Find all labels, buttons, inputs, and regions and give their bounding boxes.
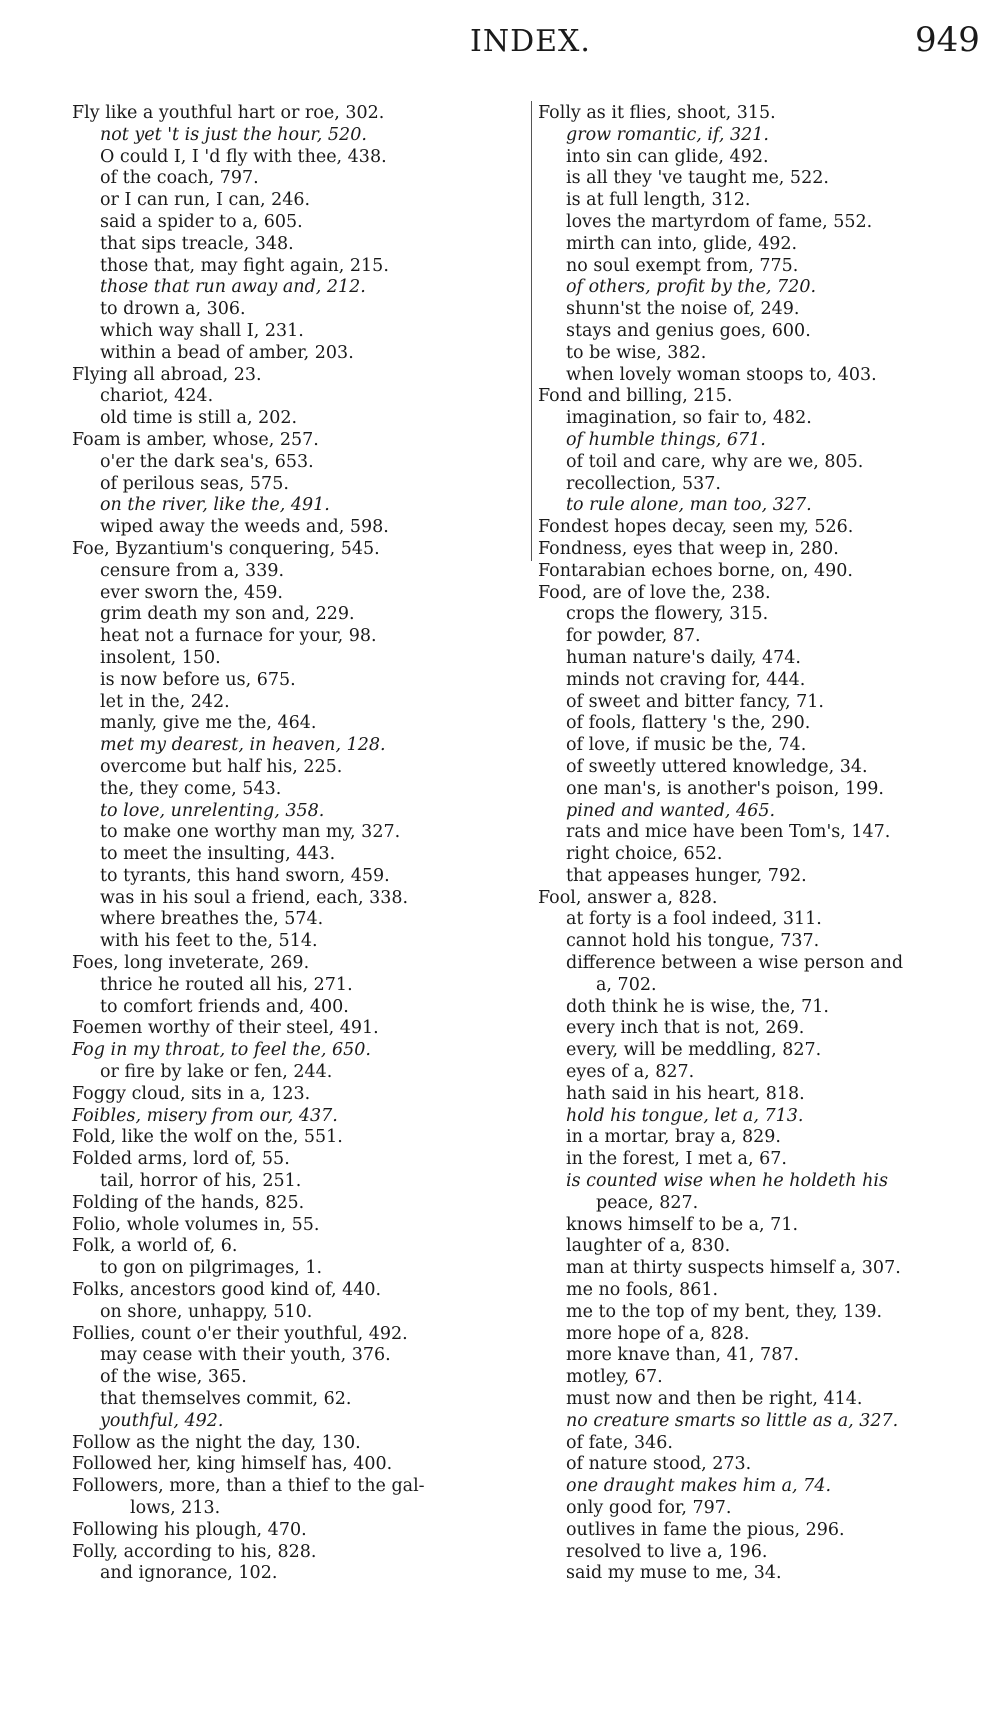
index-subentry: to be wise, 382. [566, 342, 707, 363]
index-subentry: of fools, flattery 's the, 290. [566, 713, 811, 734]
index-subentry: and ignorance, 102. [100, 1563, 278, 1584]
index-subentry: laughter of a, 830. [566, 1236, 731, 1257]
index-subentry: those that run away and, 212. [100, 277, 366, 298]
index-subentry: is counted wise when he holdeth his [566, 1171, 888, 1192]
index-subentry: to love, unrelenting, 358. [100, 800, 325, 821]
index-subentry: of nature stood, 273. [566, 1454, 752, 1475]
index-heading-entry: Folio, whole volumes in, 55. [72, 1214, 320, 1235]
index-subentry: lows, 213. [130, 1498, 221, 1518]
index-subentry: that sips treacle, 348. [100, 233, 294, 254]
index-subentry: of the wise, 365. [100, 1367, 247, 1388]
index-subentry: chariot, 424. [100, 386, 214, 407]
index-subentry: of sweet and bitter fancy, 71. [566, 691, 824, 712]
index-subentry: knows himself to be a, 71. [566, 1214, 799, 1235]
index-subentry: eyes of a, 827. [566, 1062, 695, 1083]
index-subentry: grow romantic, if, 321. [566, 124, 769, 145]
index-subentry: insolent, 150. [100, 647, 221, 668]
index-subentry: of the coach, 797. [100, 168, 259, 189]
index-subentry: heat not a furnace for your, 98. [100, 626, 377, 647]
index-subentry: said a spider to a, 605. [100, 211, 303, 232]
page-title: INDEX. [470, 24, 591, 59]
index-subentry: for powder, 87. [566, 626, 701, 647]
index-heading-entry: Foggy cloud, sits in a, 123. [72, 1083, 311, 1104]
index-subentry: resolved to live a, 196. [566, 1541, 768, 1562]
index-heading-entry: Folded arms, lord of, 55. [72, 1149, 290, 1170]
index-subentry: ever sworn the, 459. [100, 582, 283, 603]
index-heading-entry: Followed her, king himself has, 400. [72, 1454, 393, 1475]
index-subentry: met my dearest, in heaven, 128. [100, 735, 386, 756]
index-column-right [538, 103, 988, 1585]
index-subentry: more knave than, 41, 787. [566, 1345, 800, 1366]
index-subentry: minds not craving for, 444. [566, 669, 806, 690]
index-heading-entry: Foemen worthy of their steel, 491. [72, 1018, 379, 1039]
index-subentry: me to the top of my bent, they, 139. [566, 1301, 883, 1322]
index-subentry: to rule alone, man too, 327. [566, 495, 812, 516]
index-subentry: a, 702. [596, 974, 657, 995]
index-subentry: of toil and care, why are we, 805. [566, 451, 864, 472]
index-heading-entry: Folly, according to his, 828. [72, 1541, 317, 1562]
index-subentry: hath said in his heart, 818. [566, 1083, 805, 1104]
index-subentry: no soul exempt from, 775. [566, 255, 799, 276]
index-subentry: of love, if music be the, 74. [566, 735, 807, 756]
page-number: 949 [915, 20, 980, 60]
index-subentry: imagination, so fair to, 482. [566, 408, 812, 429]
index-subentry: human nature's daily, 474. [566, 647, 801, 668]
index-subentry: into sin can glide, 492. [566, 146, 769, 167]
index-subentry: peace, 827. [596, 1192, 699, 1213]
index-subentry: O could I, I 'd fly with thee, 438. [100, 146, 387, 167]
index-heading-entry: Foam is amber, whose, 257. [72, 429, 319, 450]
index-subentry: said my muse to me, 34. [566, 1563, 782, 1584]
index-subentry: to comfort friends and, 400. [100, 996, 349, 1017]
index-subentry: at forty is a fool indeed, 311. [566, 909, 822, 930]
index-subentry: in a mortar, bray a, 829. [566, 1127, 781, 1148]
index-subentry: or I can run, I can, 246. [100, 190, 311, 211]
index-subentry: man at thirty suspects himself a, 307. [566, 1258, 901, 1279]
index-subentry: only good for, 797. [566, 1498, 732, 1518]
index-subentry: to make one worthy man my, 327. [100, 822, 401, 843]
index-subentry: loves the martyrdom of fame, 552. [566, 211, 873, 232]
index-heading-entry: Food, are of love the, 238. [538, 582, 771, 603]
index-subentry: doth think he is wise, the, 71. [566, 996, 829, 1017]
index-subentry: cannot hold his tongue, 737. [566, 931, 820, 952]
index-subentry: of fate, 346. [566, 1432, 673, 1453]
index-subentry: overcome but half his, 225. [100, 756, 343, 777]
index-subentry: rats and mice have been Tom's, 147. [566, 822, 891, 843]
index-heading-entry: Flying all abroad, 23. [72, 364, 262, 385]
index-subentry: every, will be meddling, 827. [566, 1040, 822, 1061]
index-subentry: of perilous seas, 575. [100, 473, 289, 494]
index-subentry: hold his tongue, let a, 713. [566, 1105, 804, 1126]
index-subentry: that themselves commit, 62. [100, 1389, 352, 1410]
index-subentry: no creature smarts so little as a, 327. [566, 1410, 899, 1431]
index-subentry: in the forest, I met a, 67. [566, 1149, 787, 1170]
index-heading-entry: Followers, more, than a thief to the gal- [72, 1476, 425, 1497]
index-subentry: thrice he routed all his, 271. [100, 974, 353, 995]
index-heading-entry: Fly like a youthful hart or roe, 302. [72, 103, 385, 123]
index-subentry: tail, horror of his, 251. [100, 1171, 302, 1192]
page-header [0, 18, 1000, 68]
index-subentry: or fire by lake or fen, 244. [100, 1062, 333, 1083]
index-heading-entry: Fog in my throat, to feel the, 650. [72, 1040, 371, 1061]
column-divider [531, 101, 532, 561]
index-subentry: the, they come, 543. [100, 778, 282, 799]
index-subentry: of humble things, 671. [566, 429, 766, 450]
index-heading-entry: Foe, Byzantium's conquering, 545. [72, 538, 380, 559]
index-subentry: more hope of a, 828. [566, 1323, 750, 1344]
index-subentry: me no fools, 861. [566, 1280, 719, 1301]
index-subentry: which way shall I, 231. [100, 320, 304, 341]
index-subentry: when lovely woman stoops to, 403. [566, 364, 877, 385]
index-subentry: mirth can into, glide, 492. [566, 233, 798, 254]
index-subentry: stays and genius goes, 600. [566, 320, 811, 341]
index-heading-entry: Fontarabian echoes borne, on, 490. [538, 560, 853, 581]
index-heading-entry: Fondest hopes decay, seen my, 526. [538, 517, 854, 538]
index-subentry: with his feet to the, 514. [100, 931, 318, 952]
index-subentry: one draught makes him a, 74. [566, 1476, 832, 1497]
index-heading-entry: Following his plough, 470. [72, 1519, 307, 1540]
index-heading-entry: Follow as the night the day, 130. [72, 1432, 361, 1453]
index-subentry: that appeases hunger, 792. [566, 865, 807, 886]
index-column-left [72, 103, 492, 1585]
index-subentry: is now before us, 675. [100, 669, 296, 690]
index-subentry: within a bead of amber, 203. [100, 342, 354, 363]
index-subentry: every inch that is not, 269. [566, 1018, 805, 1039]
index-heading-entry: Fondness, eyes that weep in, 280. [538, 538, 839, 559]
index-subentry: shunn'st the noise of, 249. [566, 299, 800, 320]
index-subentry: one man's, is another's poison, 199. [566, 778, 884, 799]
index-heading-entry: Fold, like the wolf on the, 551. [72, 1127, 343, 1148]
index-heading-entry: Folks, ancestors good kind of, 440. [72, 1280, 382, 1301]
index-subentry: those that, may fight again, 215. [100, 255, 389, 276]
index-heading-entry: Fool, answer a, 828. [538, 887, 718, 908]
index-subentry: let in the, 242. [100, 691, 230, 712]
index-heading-entry: Folding of the hands, 825. [72, 1192, 305, 1213]
index-heading-entry: Foibles, misery from our, 437. [72, 1105, 338, 1126]
index-subentry: is all they 've taught me, 522. [566, 168, 829, 189]
index-heading-entry: Foes, long inveterate, 269. [72, 953, 310, 974]
index-subentry: wiped away the weeds and, 598. [100, 517, 389, 538]
index-subentry: youthful, 492. [100, 1410, 224, 1431]
index-subentry: to drown a, 306. [100, 299, 246, 320]
index-subentry: not yet 't is just the hour, 520. [100, 124, 367, 145]
index-subentry: manly, give me the, 464. [100, 713, 317, 734]
index-subentry: crops the flowery, 315. [566, 604, 769, 625]
index-subentry: o'er the dark sea's, 653. [100, 451, 314, 472]
index-subentry: to tyrants, this hand sworn, 459. [100, 865, 390, 886]
index-heading-entry: Folly as it flies, shoot, 315. [538, 103, 776, 123]
index-heading-entry: Follies, count o'er their youthful, 492. [72, 1323, 408, 1344]
index-subentry: was in his soul a friend, each, 338. [100, 887, 409, 908]
index-subentry: on shore, unhappy, 510. [100, 1301, 313, 1322]
index-subentry: must now and then be right, 414. [566, 1389, 863, 1410]
index-subentry: grim death my son and, 229. [100, 604, 355, 625]
index-subentry: of others, profit by the, 720. [566, 277, 817, 298]
index-subentry: motley, 67. [566, 1367, 663, 1388]
index-heading-entry: Folk, a world of, 6. [72, 1236, 238, 1257]
index-subentry: recollection, 537. [566, 473, 721, 494]
index-subentry: is at full length, 312. [566, 190, 751, 211]
index-subentry: outlives in fame the pious, 296. [566, 1519, 845, 1540]
index-subentry: to gon on pilgrimages, 1. [100, 1258, 323, 1279]
index-subentry: pined and wanted, 465. [566, 800, 776, 821]
index-subentry: right choice, 652. [566, 844, 723, 865]
index-subentry: on the river, like the, 491. [100, 495, 330, 516]
index-subentry: difference between a wise person and [566, 953, 904, 974]
index-heading-entry: Fond and billing, 215. [538, 386, 733, 407]
index-subentry: to meet the insulting, 443. [100, 844, 336, 865]
index-subentry: old time is still a, 202. [100, 408, 298, 429]
index-subentry: where breathes the, 574. [100, 909, 324, 930]
index-subentry: of sweetly uttered knowledge, 34. [566, 756, 868, 777]
index-subentry: may cease with their youth, 376. [100, 1345, 391, 1366]
index-subentry: censure from a, 339. [100, 560, 285, 581]
